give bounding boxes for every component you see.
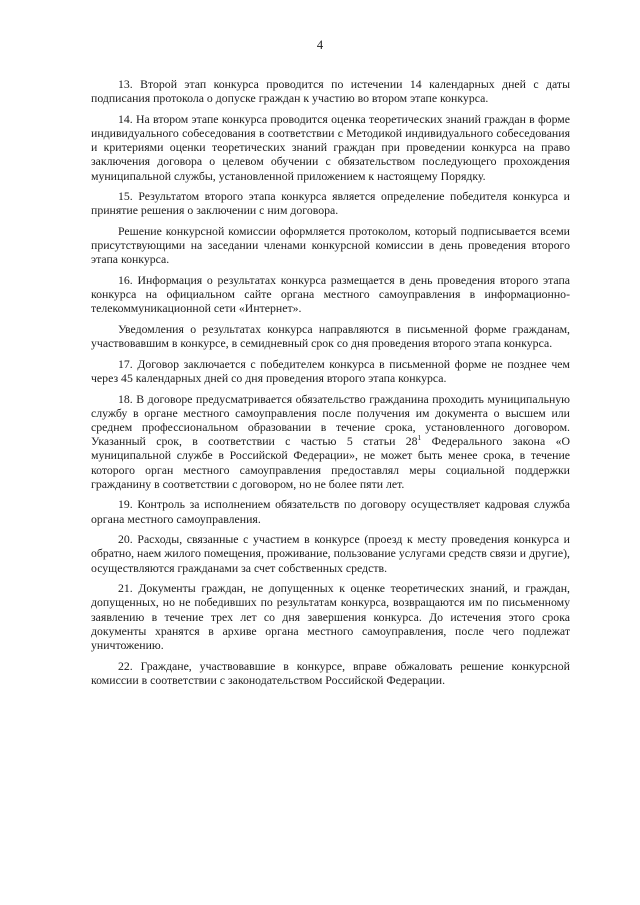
paragraph-19: 19. Контроль за исполнением обязательств по договору осуществляет кадровая служба органа местного самоуправления. [91,497,570,526]
paragraph-18-text-after: Федерального закона «О муниципальной службе в Российской Федерации», не может быть менее срока, в течение которого орган местного самоуправления предоставлял меры социальной поддержки гражданину в соответствии с договором, но не более пяти лет. [91,434,570,491]
paragraph-14: 14. На втором этапе конкурса проводится оценка теоретических знаний граждан в форме индивидуального собеседования в соответствии с Методикой индивидуального собеседования и критериями оценки теоретических знаний граждан при проведении конкурса на право заключения договора о целевом обучении с обязательством последующего прохождения муниципальной службы, установленной приложением к настоящему Порядку. [91,111,570,183]
paragraph-17: 17. Договор заключается с победителем конкурса в письменной форме не позднее чем через 45 календарных дней со дня проведения второго этапа конкурса. [91,356,570,385]
page-number: 4 [316,38,324,52]
paragraph-22: 22. Граждане, участвовавшие в конкурсе, вправе обжаловать решение конкурсной комиссии в соответствии с законодательством Российской Федерации. [91,658,570,687]
paragraph-21: 21. Документы граждан, не допущенных к оценке теоретических знаний, и граждан, допущенных, но не победивших по результатам конкурса, возвращаются им по письменному заявлению в течение трех лет со дня завершения конкурса. До истечения этого срока документы хранятся в архиве органа местного самоуправления, после чего подлежат уничтожению. [91,581,570,653]
article-superscript: 1 [417,433,422,443]
paragraph-18 [91,392,570,491]
paragraph-20: 20. Расходы, связанные с участием в конкурсе (проезд к месту проведения конкурса и обратно, наем жилого помещения, проживание, пользование услугами средств связи и другие), осуществляются гражданами за счет собственных средств. [91,532,570,575]
paragraph-18-text-before: 18. В договоре предусматривается обязательство гражданина проходить муниципальную службу в органе местного самоуправления после получения им документа о высшем или среднем профессиональном образовании в течение срока, установленного договором. Указанный срок, в соответствии с частью 5 статьи 28 [91,391,570,449]
document-body [91,77,570,693]
paragraph-15-decision: Решение конкурсной комиссии оформляется протоколом, который подписывается всеми присутствующими на заседании членами конкурсной комиссии в день проведения второго этапа конкурса. [91,224,570,267]
paragraph-16: 16. Информация о результатах конкурса размещается в день проведения второго этапа конкурса на официальном сайте органа местного самоуправления в информационно-телекоммуникационной сети «Интернет». [91,273,570,316]
paragraph-15: 15. Результатом второго этапа конкурса является определение победителя конкурса и принятие решения о заключении с ним договора. [91,189,570,218]
paragraph-16-notifications: Уведомления о результатах конкурса направляются в письменной форме гражданам, участвовавшим в конкурсе, в семидневный срок со дня проведения второго этапа конкурса. [91,322,570,351]
paragraph-13: 13. Второй этап конкурса проводится по истечении 14 календарных дней с даты подписания протокола о допуске граждан к участию во втором этапе конкурса. [91,77,570,106]
